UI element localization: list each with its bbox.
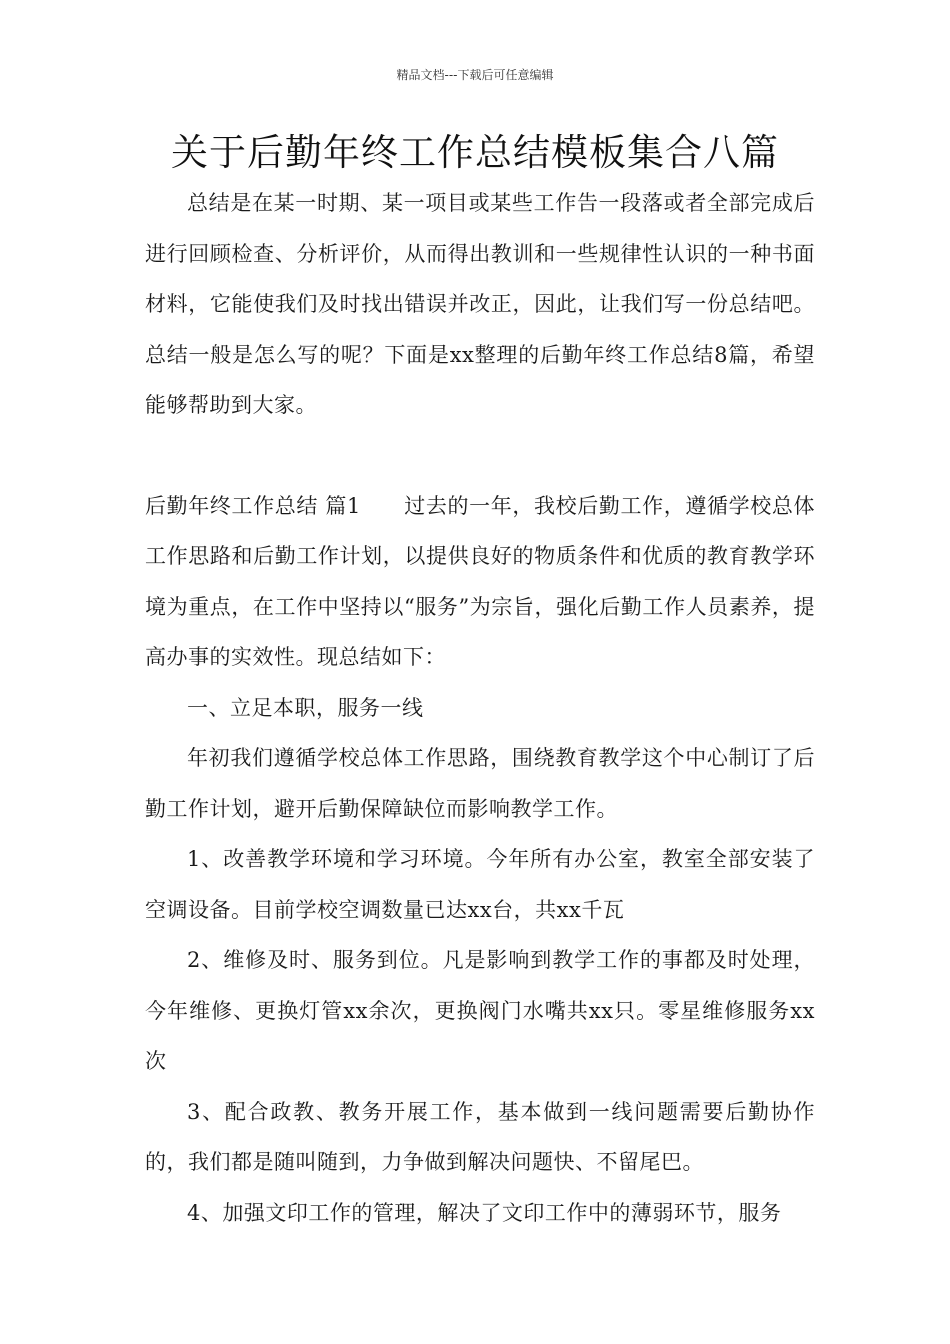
document-title: 关于后勤年终工作总结模板集合八篇 (171, 131, 779, 174)
body-paragraph: 4、加强文印工作的管理，解决了文印工作中的薄弱环节，服务 (187, 1200, 782, 1225)
header-note: 精品文档---下载后可任意编辑 (396, 68, 554, 82)
document-body (145, 178, 815, 1238)
section-1-paragraph: 后勤年终工作总结 篇1 过去的一年，我校后勤工作，遵循学校总体工作思路和后勤工作计划，以提供良好的物质条件和优质的教育教学环境为重点，在工作中坚持以“服务”为宗旨，强化后勤工作人员素养，提高办事的实效性。现总结如下： (145, 493, 815, 669)
body-paragraph: 2、维修及时、服务到位。凡是影响到教学工作的事都及时处理，今年维修、更换灯管xx余次，更换阀门水嘴共xx只。零星维修服务xx次 (145, 948, 815, 1073)
paragraph-gap (145, 431, 815, 481)
body-paragraph: 3、配合政教、教务开展工作，基本做到一线问题需要后勤协作的，我们都是随叫随到，力争做到解决问题快、不留尾巴。 (145, 1099, 815, 1174)
body-paragraph: 1、改善教学环境和学习环境。今年所有办公室，教室全部安装了空调设备。目前学校空调数量已达xx台，共xx千瓦 (145, 847, 815, 922)
intro-paragraph: 总结是在某一时期、某一项目或某些工作告一段落或者全部完成后进行回顾检查、分析评价，从而得出教训和一些规律性认识的一种书面材料，它能使我们及时找出错误并改正，因此，让我们写一份总结吧。总结一般是怎么写的呢？下面是xx整理的后勤年终工作总结8篇，希望能够帮助到大家。 (145, 191, 815, 417)
heading-paragraph: 一、立足本职，服务一线 (187, 695, 424, 720)
body-paragraph: 年初我们遵循学校总体工作思路，围绕教育教学这个中心制订了后勤工作计划，避开后勤保障缺位而影响教学工作。 (145, 746, 815, 821)
